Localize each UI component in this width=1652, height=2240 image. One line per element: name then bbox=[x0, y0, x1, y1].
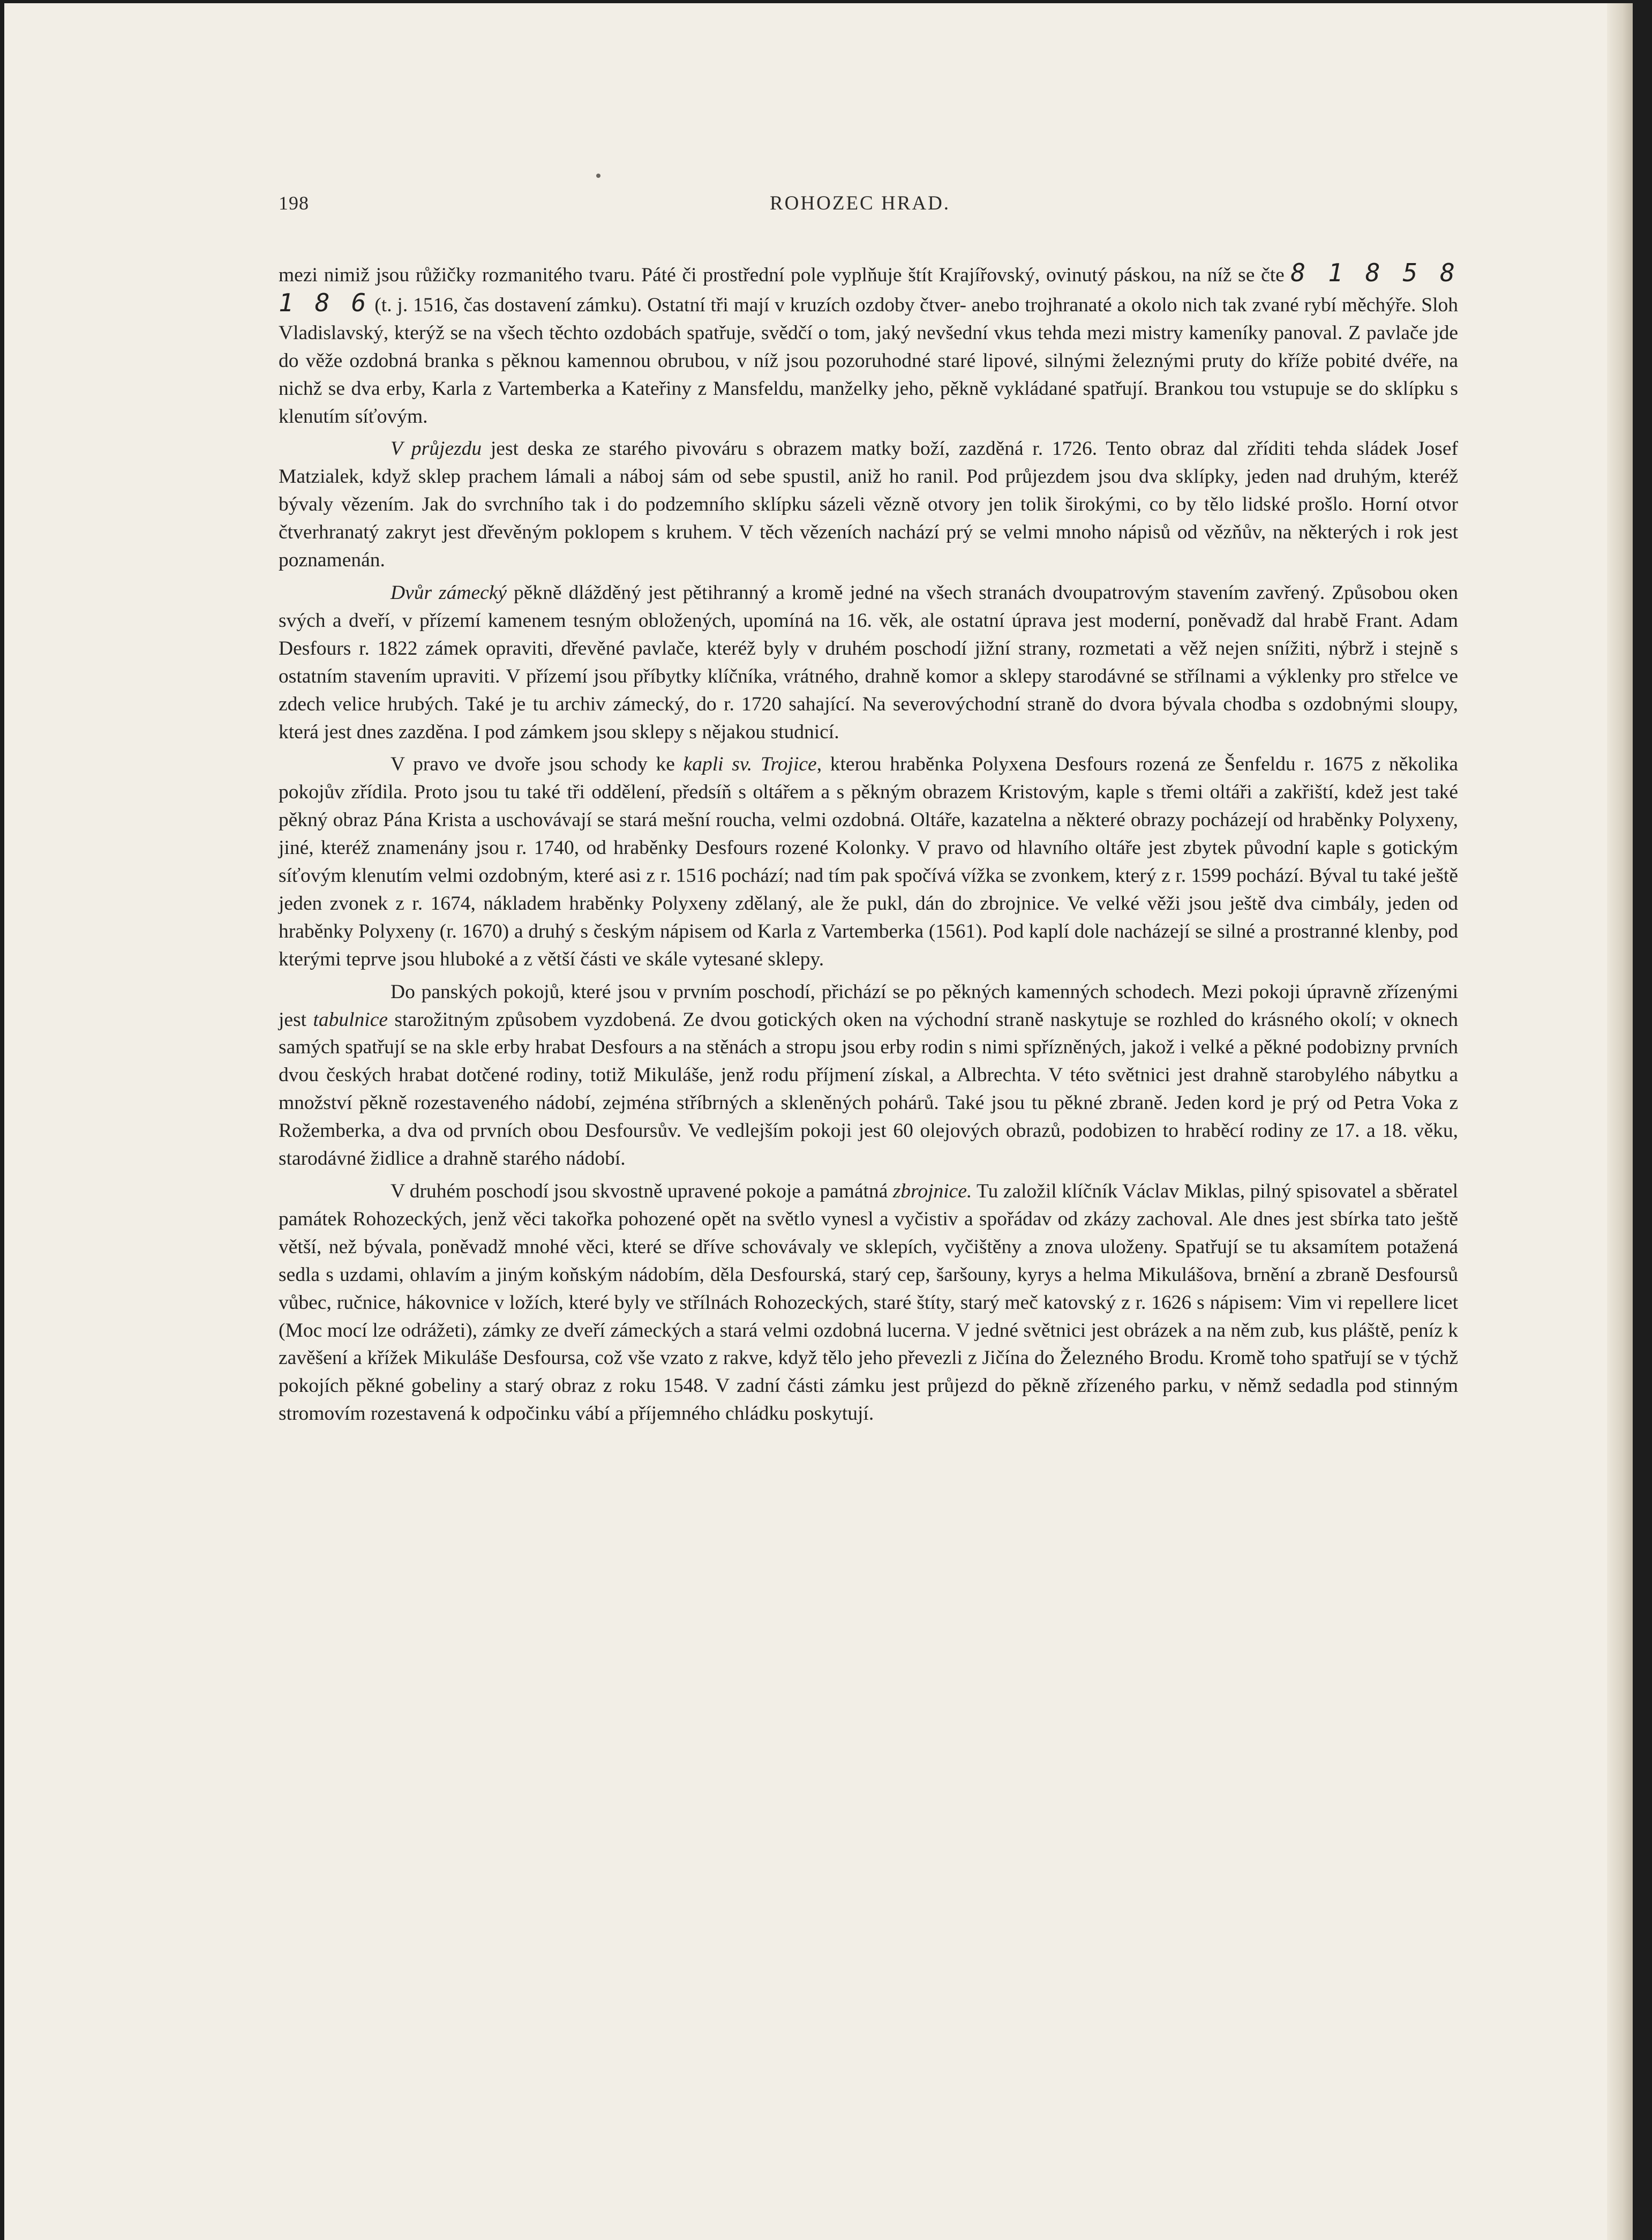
paragraph bbox=[279, 259, 1458, 430]
paragraph bbox=[279, 435, 1458, 574]
ink-dot bbox=[596, 174, 600, 178]
italic-term: zbrojnice. bbox=[892, 1180, 972, 1202]
text-run: Tu založil klíčník Václav Miklas, pilný spisovatel a sběratel památek Rohozeckých, jenž věci takořka pohozené opět na světlo vynesl a vyčistiv a spořádav od zkázy zachoval. Ale dnes jest sbírka tato ještě větší, než bývala, poněvadž mnohé věci, které se dříve schovávaly ve sklepích, vyčištěny a znova uloženy. Spatřují se tu aksamítem potažená sedla s uzdami, ohlavím a jiným koňským nádobím, děla Desfourská, starý cep, šaršouny, kyrys a helma Mikulášova, brnění a zbraně Desfoursů vůbec, ručnice, hákovnice v ložích, které byly ve střílnách Rohozeckých, staré štíty, starý meč katovský z r. 1626 s nápisem: Vim vi repellere licet (Moc mocí lze odrážeti), zámky ze dveří zámeckých a stará velmi ozdobná lucerna. V jedné světnici jest obrázek a na něm zub, kus pláště, peníz k zavěšení a křížek Mikuláše Desfoursa, což vše vzato z rakve, když tělo jeho převezli z Jičína do Železného Brodu. Kromě toho spatřují se v týchž pokojích pěkné gobeliny a starý obraz z roku 1548. V zadní části zámku jest průjezd do pěkně zřízeného parku, v němž sedadla pod stinným stromovím rozestavená k odpočinku vábí a příjemného chládku poskytují. bbox=[279, 1180, 1458, 1425]
paragraph bbox=[279, 751, 1458, 973]
text-run: , kterou hraběnka Polyxena Desfours rozená ze Šenfeldu r. 1675 z několika pokojův zřídila. Proto jsou tu také tři oddělení, předsíň s oltářem a s pěkným obrazem Kristovým, kaple s třemi oltáři a zakřiští, kdež jest také pěkný obraz Pána Krista a uschovávají se stará mešní roucha, velmi ozdobná. Oltáře, kazatelna a některé obrazy pocházejí od hraběnky Polyxeny, jiné, kteréž znamenány jsou r. 1740, od hraběnky Desfours rozené Kolonky. V pravo od hlavního oltáře jest zbytek původní kaple s gotickým síťovým klenutím velmi ozdobným, které asi z r. 1516 pochází; nad tím pak spočívá vížka se zvonkem, který z r. 1599 pochází. Býval tu také ještě jeden zvonek z r. 1674, nákladem hraběnky Polyxeny zdělaný, ale že pukl, dán do zbrojnice. Ve velké věži jsou ještě dva cimbály, jeden od hraběnky Polyxeny (r. 1670) a druhý s českým nápisem od Karla z Vartemberka (1561). Pod kaplí dole nacházejí se silné a prostranné klenby, pod kterými teprve jsou hluboké a z větší části ve skále vytesané sklepy. bbox=[279, 753, 1458, 970]
text-run: starožitným způsobem vyzdobená. Ze dvou gotických oken na východní straně naskytuje se rozhled do krásného okolí; v oknech samých spatřují se na skle erby hrabat Desfours a na stěnách a stropu jsou erby rodin s nimi spřízněných, jakož i velké a pěkné podobizny prvních dvou českých hrabat dotčené rodiny, totiž Mikuláše, jenž rodu příjmení získal, a Albrechta. V této světnici jest drahně starobylého nábytku a množství pěkně rozestaveného nádobí, zejména stříbrných a skleněných pohárů. Také jsou tu pěkné zbraně. Jeden kord je prý od Petra Voka z Rožemberka, a dva od prvních obou Desfoursův. Ve vedlejším pokoji jest 60 olejových obrazů, podobizen to hraběcí rodiny ze 17. a 18. věku, starodávné židlice a drahně starého nádobí. bbox=[279, 1008, 1458, 1170]
text-run: V pravo ve dvoře jsou schody ke bbox=[391, 753, 684, 776]
inscription-year-glyphs: 8 1 8 5 8 1 8 6 bbox=[279, 258, 1458, 317]
italic-term: V průjezdu bbox=[391, 438, 482, 460]
italic-term: kapli sv. Trojice bbox=[683, 753, 817, 776]
body-text bbox=[279, 259, 1458, 1433]
text-run: Do panských pokojů, které jsou v prvním poschodí, přichází se po pěkných kamenných schodech. Mezi pokoji úpravně zřízenými jest bbox=[279, 980, 1458, 1031]
paragraph bbox=[279, 579, 1458, 746]
page-edge-shadow bbox=[1607, 3, 1633, 2240]
italic-term: Dvůr zámecký bbox=[391, 581, 507, 604]
text-run: pěkně dlážděný jest pětihranný a kromě jedné na všech stranách dvoupatrovým stavením zavřený. Způsobou oken svých a dveří, v přízemí kamenem tesným obložených, upomíná na 16. věk, ale ostatní úprava jest moderní, poněvadž dal hrabě Frant. Adam Desfours r. 1822 zámek opraviti, dřevěné pavlače, kteréž byly v druhém poschodí jižní strany, rozmetati a věž nejen snížiti, nýbrž i stejně s ostatním stavením upraviti. V přízemí jsou příbytky klíčníka, vrátného, drahně komor a sklepy starodávné se střílnami a výklenky pro střelce ve zdech velice hrubých. Také je tu archiv zámecký, do r. 1720 sahající. Na severovýchodní straně do dvora bývala chodba s ozdobnými sloupy, která jest dnes zazděna. I pod zámkem jsou sklepy s nějakou studnicí. bbox=[279, 581, 1458, 743]
text-run: V druhém poschodí jsou skvostně upravené pokoje a památná bbox=[391, 1180, 893, 1202]
book-page bbox=[4, 3, 1633, 2240]
paragraph bbox=[279, 978, 1458, 1173]
text-run: jest deska ze starého pivováru s obrazem matky boží, zazděná r. 1726. Tento obraz dal zříditi tehda sládek Josef Matzialek, když sklep prachem lámali a náboj sám od sebe spustil, aniž ho ranil. Pod průjezdem jsou dva sklípky, jeden nad druhým, kteréž bývaly vězením. Jak do svrchního tak i do podzemního sklípku sázeli vězně otvory jen tolik širokými, co by tělo lidské prošlo. Horní otvor čtverhranatý zakryt jest dřevěným poklopem s kruhem. V těch vězeních nachází prý se velmi mnoho nápisů od vězňův, na některých i rok jest poznamenán. bbox=[279, 438, 1458, 572]
text-run: (t. j. 1516, čas dostavení zámku). Ostatní tři mají v kruzích ozdoby čtver- anebo trojhranaté a okolo nich tak zvané rybí měchýře. Sloh Vladislavský, kterýž se na všech těchto ozdobách spatřuje, svědčí o tom, jaký nevšední vkus tehda mezi mistry kameníky panoval. Z pavlače jde do věže ozdobná branka s pěknou kamennou obrubou, v níž jsou pozoruhodné staré lipové, silnými železnými pruty do kříže pobité dvéře, na nichž se dva erby, Karla z Vartemberka a Kateřiny z Mansfeldu, manželky jeho, pěkně vykládané spatřují. Brankou tou vstupuje se do sklípku s klenutím síťovým. bbox=[279, 294, 1458, 428]
running-title: ROHOZEC HRAD. bbox=[770, 192, 951, 214]
page-header bbox=[279, 192, 964, 224]
text-run: mezi nimiž jsou růžičky rozmanitého tvaru. Páté či prostřední pole vyplňuje štít Krajířovský, ovinutý páskou, na níž se čte bbox=[279, 264, 1291, 286]
page-number: 198 bbox=[279, 192, 309, 214]
italic-term: tabulnice bbox=[313, 1008, 388, 1031]
paragraph bbox=[279, 1178, 1458, 1428]
